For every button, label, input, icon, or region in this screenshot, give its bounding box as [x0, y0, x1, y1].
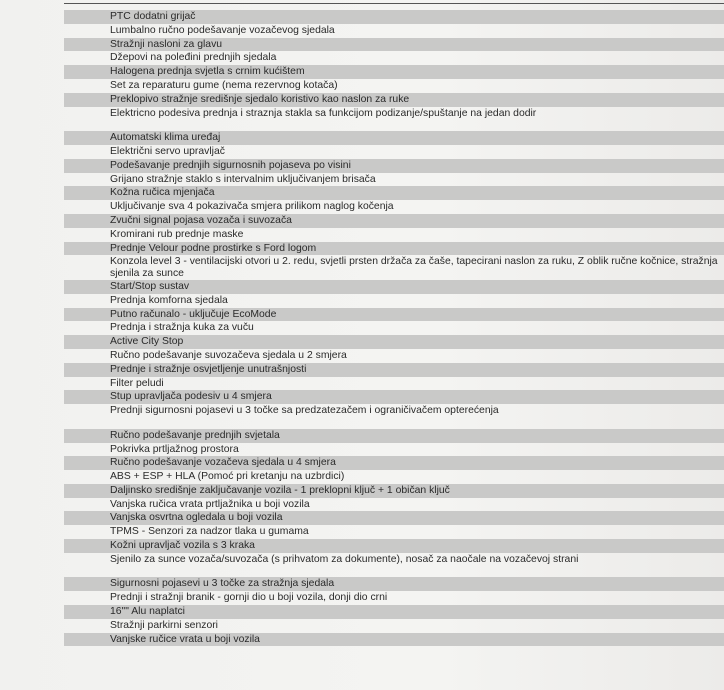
list-item: Stražnji nasloni za glavu: [64, 38, 724, 52]
list-item: Start/Stop sustav: [64, 280, 724, 294]
list-item: Prednje i stražnje osvjetljenje unutrašnjosti: [64, 363, 724, 377]
list-item: Set za reparaturu gume (nema rezervnog kotača): [110, 79, 338, 91]
list-item: Elektricno podesiva prednja i straznja stakla sa funkcijom podizanje/spuštanje na jedan dodir: [110, 107, 537, 119]
list-item: Automatski klima uređaj: [64, 131, 724, 145]
list-item: PTC dodatni grijač: [64, 10, 724, 24]
list-item: Vanjska osvrtna ogledala u boji vozila: [64, 511, 724, 525]
list-item: Zvučni signal pojasa vozača i suvozača: [64, 214, 724, 228]
list-item: Kožna ručica mjenjača: [64, 186, 724, 200]
list-item: Ručno podešavanje vozačeva sjedala u 4 smjera: [64, 456, 724, 470]
list-item: Prednja komforna sjedala: [110, 294, 228, 306]
top-divider: [64, 3, 724, 4]
list-item: Konzola level 3 - ventilacijski otvori u 2. redu, svjetli prsten držača za čaše, tapecirani naslon za ruku, Z oblik ručne kočnice, stražnja sjenila za sunce: [110, 256, 718, 279]
list-item: Stražnji parkirni senzori: [110, 619, 218, 631]
list-item: Podešavanje prednjih sigurnosnih pojaseva po visini: [64, 159, 724, 173]
list-item: Džepovi na poleđini prednjih sjedala: [110, 52, 277, 64]
list-item: Putno računalo - uključuje EcoMode: [64, 308, 724, 322]
list-item: ABS + ESP + HLA (Pomoć pri kretanju na uzbrdici): [110, 471, 345, 483]
list-item: Stup upravljača podesiv u 4 smjera: [64, 390, 724, 404]
list-item: Ručno podešavanje suvozačeva sjedala u 2 smjera: [110, 349, 347, 361]
list-item: Prednje Velour podne prostirke s Ford logom: [64, 242, 724, 256]
list-item: Preklopivo stražnje središnje sjedalo koristivo kao naslon za ruke: [64, 93, 724, 107]
list-item: Filter peludi: [110, 377, 164, 389]
list-item: Sigurnosni pojasevi u 3 točke za stražnja sjedala: [64, 577, 724, 591]
list-item: Električni servo upravljač: [110, 145, 225, 157]
list-item: Vanjske ručice vrata u boji vozila: [64, 633, 724, 647]
list-item: Prednji i stražnji branik - gornji dio u boji vozila, donji dio crni: [110, 592, 388, 604]
equipment-list: [64, 10, 724, 646]
list-item: Daljinsko središnje zaključavanje vozila - 1 preklopni ključ + 1 običan ključ: [64, 484, 724, 498]
list-item: TPMS - Senzori za nadzor tlaka u gumama: [110, 526, 309, 538]
list-item: Lumbalno ručno podešavanje vozačevog sjedala: [110, 24, 335, 36]
list-item: Halogena prednja svjetla s crnim kućištem: [64, 65, 724, 79]
list-item: Vanjska ručica vrata prtljažnika u boji vozila: [110, 498, 310, 510]
list-item: Kožni upravljač vozila s 3 kraka: [64, 539, 724, 553]
list-item: Prednji sigurnosni pojasevi u 3 točke sa predzatezačem i ograničivačem opterećenja: [110, 405, 499, 417]
list-item: Kromirani rub prednje maske: [110, 228, 244, 240]
list-item: Sjenilo za sunce vozača/suvozača (s prihvatom za dokumente), nosač za naočale na vozačevoj strani: [110, 553, 579, 565]
list-item: Grijano stražnje staklo s intervalnim uključivanjem brisača: [110, 173, 376, 185]
list-item: Prednja i stražnja kuka za vuču: [110, 322, 254, 334]
list-item: Ručno podešavanje prednjih svjetala: [64, 429, 724, 443]
list-item: Active City Stop: [64, 335, 724, 349]
list-item: Uključivanje sva 4 pokazivača smjera prilikom naglog kočenja: [110, 201, 394, 213]
list-item: Pokrivka prtljažnog prostora: [110, 443, 239, 455]
list-item: 16"" Alu naplatci: [64, 605, 724, 619]
